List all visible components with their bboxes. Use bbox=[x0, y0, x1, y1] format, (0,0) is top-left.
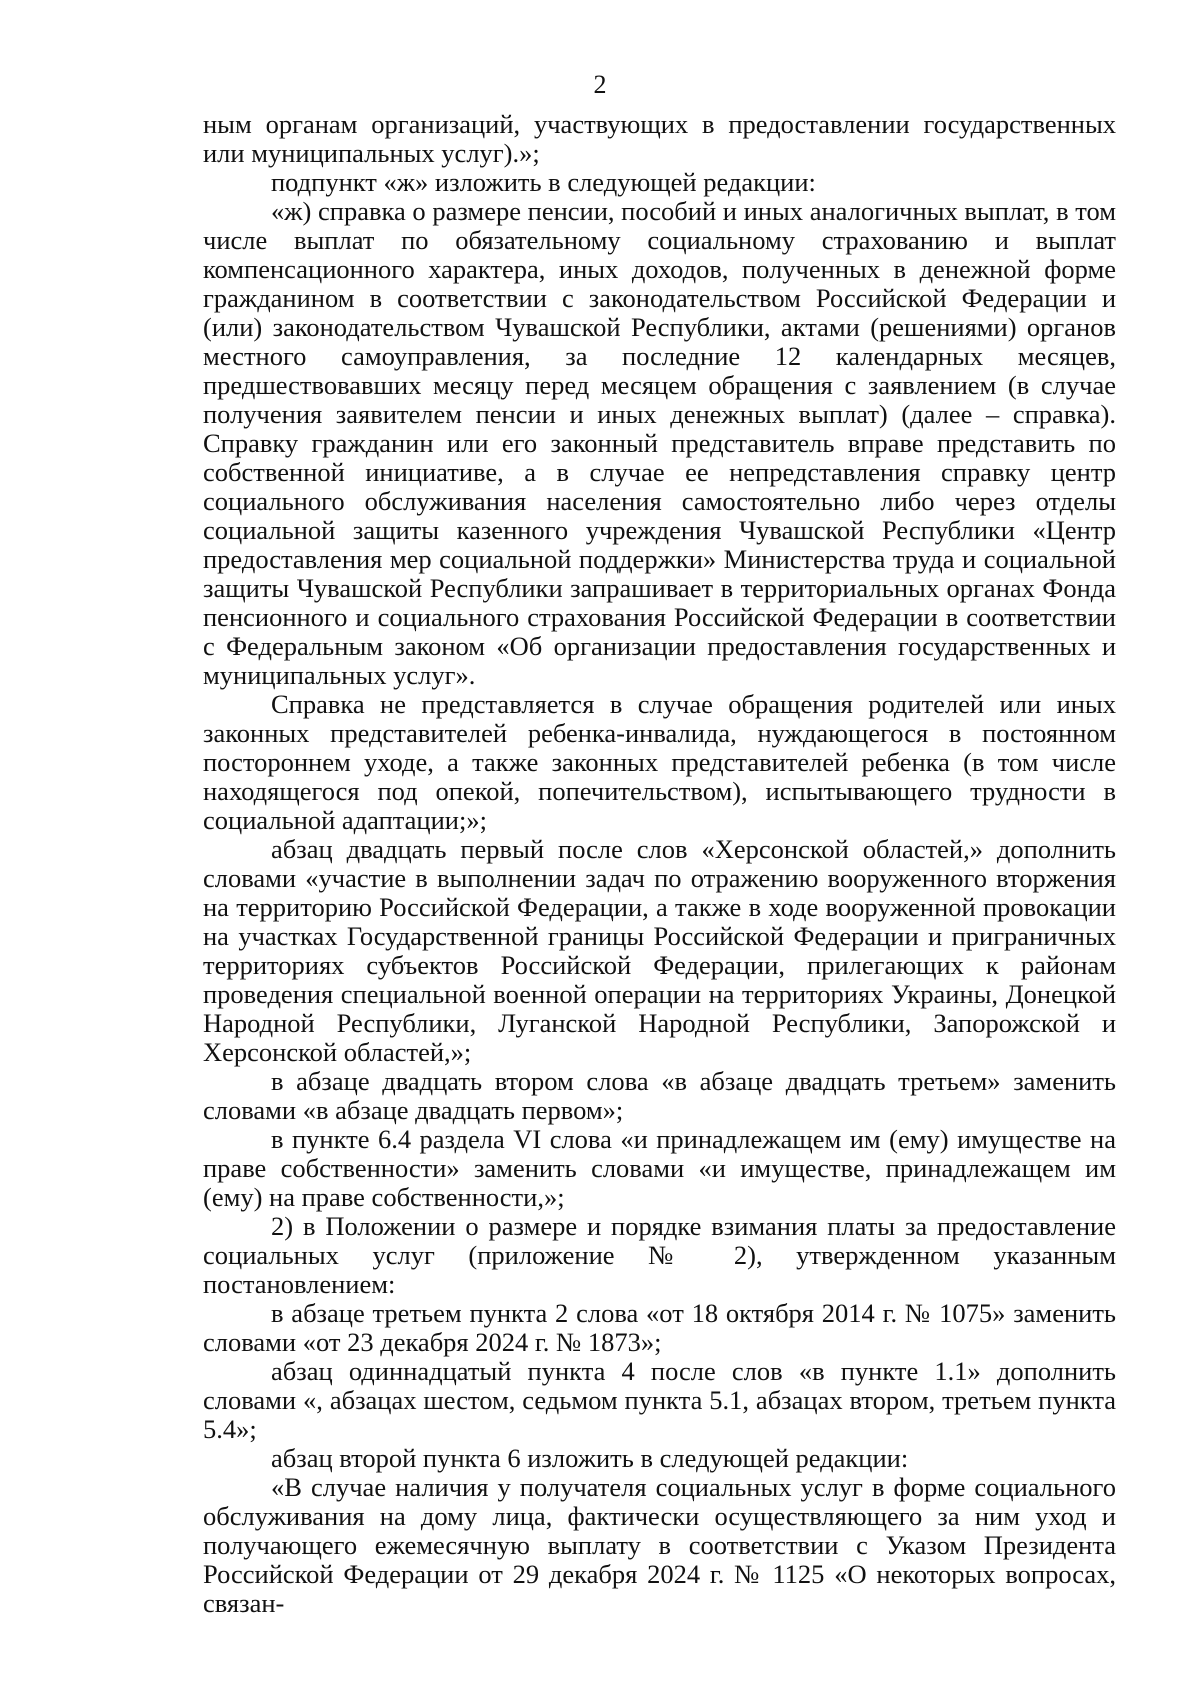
paragraph: абзац двадцать первый после слов «Херсонской областей,» дополнить словами «участие в выполнении задач по отражению вооруженного вторжения на территорию Российской Федерации, а также в ходе вооруженной провокации на участках Государственной границы Российской Федерации и приграничных территориях субъектов Российской Федерации, прилегающих к районам проведения специальной военной операции на территориях Украины, Донецкой Народной Республики, Луганской Народной Республики, Запорожской и Херсонской областей,»; bbox=[203, 834, 1116, 1067]
paragraph: подпункт «ж» изложить в следующей редакции: bbox=[271, 167, 816, 197]
paragraph: в абзаце двадцать втором слова «в абзаце двадцать третьем» заменить словами «в абзаце двадцать первом»; bbox=[203, 1066, 1116, 1125]
paragraph-continuation: ным органам организаций, участвующих в предоставлении государственных или муниципальных услуг).»; bbox=[203, 109, 1116, 168]
paragraph: 2) в Положении о размере и порядке взимания платы за предоставление социальных услуг (приложение № 2), утвержденном указанным постановлением: bbox=[203, 1211, 1116, 1299]
paragraph: в пункте 6.4 раздела VI слова «и принадлежащем им (ему) имуществе на праве собственности» заменить словами «и имуществе, принадлежащем им (ему) на праве собственности,»; bbox=[203, 1124, 1116, 1212]
paragraph: Справка не представляется в случае обращения родителей или иных законных представителей ребенка-инвалида, нуждающегося в постоянном постороннем уходе, а также законных представителей ребенка (в том числе находящегося под опекой, попечительством), испытывающего трудности в социальной адаптации;»; bbox=[203, 689, 1116, 835]
paragraph: абзац одиннадцатый пункта 4 после слов «в пункте 1.1» дополнить словами «, абзацах шестом, седьмом пункта 5.1, абзацах втором, третьем пункта 5.4»; bbox=[203, 1356, 1116, 1444]
page-number: 2 bbox=[593, 70, 607, 99]
document-body bbox=[203, 110, 1116, 1618]
paragraph: «ж) справка о размере пенсии, пособий и иных аналогичных выплат, в том числе выплат по обязательному социальному страхованию и выплат компенсационного характера, иных доходов, полученных в денежной форме гражданином в соответствии с законодательством Российской Федерации и (или) законодательством Чувашской Республики, актами (решениями) органов местного самоуправления, за последние 12 календарных месяцев, предшествовавших месяцу перед месяцем обращения с заявлением (в случае получения заявителем пенсии и иных денежных выплат) (далее – справка). Справку гражданин или его законный представитель вправе представить по собственной инициативе, а в случае ее непредставления справку центр социального обслуживания населения самостоятельно либо через отделы социальной защиты казенного учреждения Чувашской Республики «Центр предоставления мер социальной поддержки» Министерства труда и социальной защиты Чувашской Республики запрашивает в территориальных органах Фонда пенсионного и социального страхования Российской Федерации в соответствии с Федеральным законом «Об организации предоставления государственных и муниципальных услуг». bbox=[203, 196, 1116, 690]
paragraph: в абзаце третьем пункта 2 слова «от 18 октября 2014 г. № 1075» заменить словами «от 23 декабря 2024 г. № 1873»; bbox=[203, 1298, 1116, 1357]
paragraph: абзац второй пункта 6 изложить в следующей редакции: bbox=[271, 1443, 909, 1473]
paragraph: «В случае наличия у получателя социальных услуг в форме социального обслуживания на дому лица, фактически осуществляющего за ним уход и получающего ежемесячную выплату в соответствии с Указом Президента Российской Федерации от 29 декабря 2024 г. № 1125 «О некоторых вопросах, связан- bbox=[203, 1472, 1116, 1618]
